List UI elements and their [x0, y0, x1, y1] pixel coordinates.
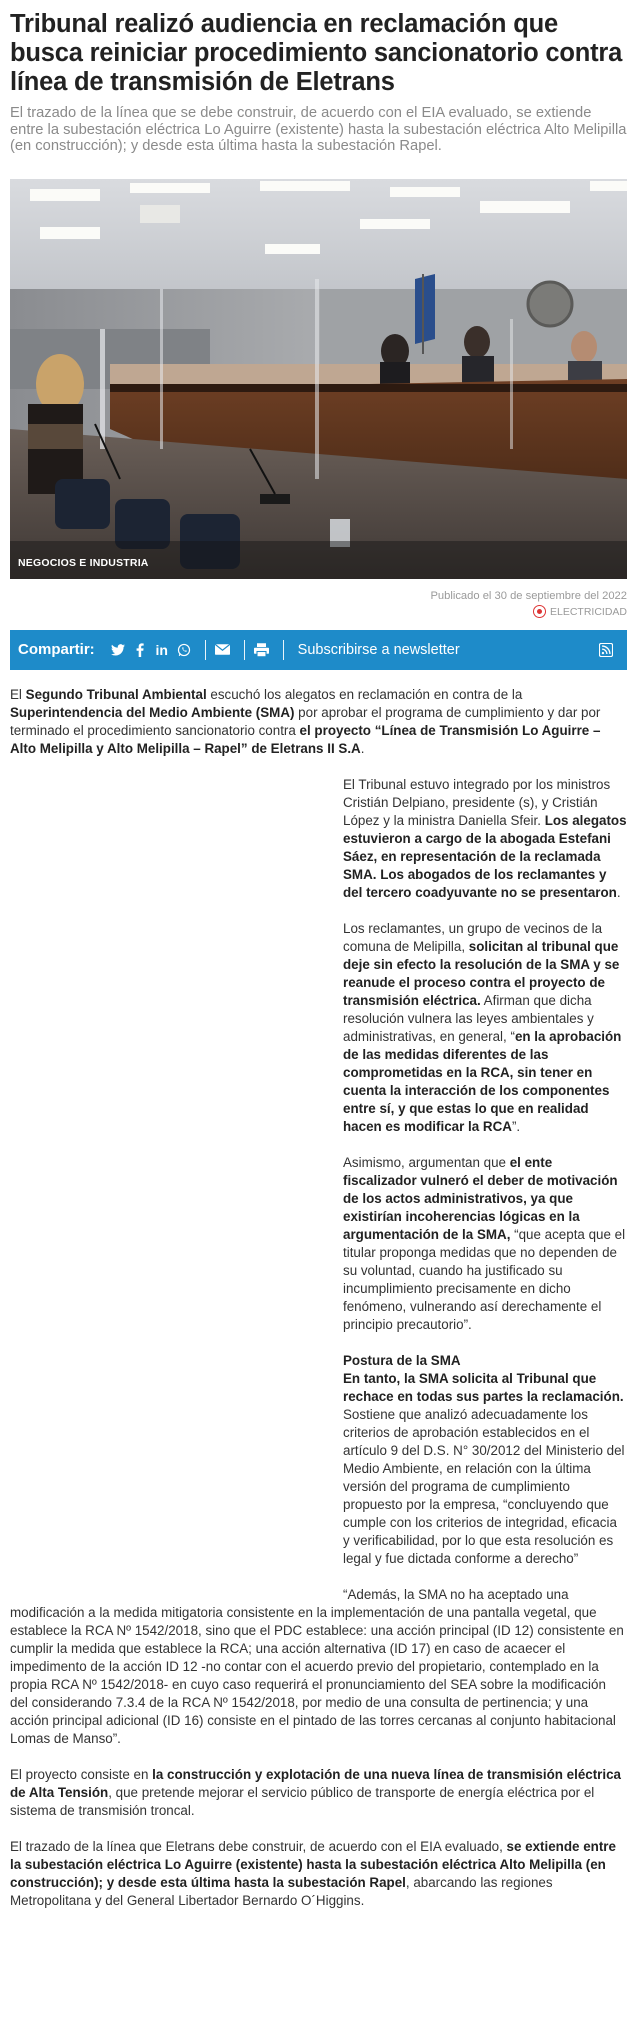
article-body — [10, 686, 627, 1910]
share-divider — [205, 640, 206, 660]
linkedin-icon[interactable]: in — [155, 641, 168, 658]
category-text[interactable]: ELECTRICIDAD — [549, 605, 627, 618]
electricity-icon — [533, 605, 546, 618]
section-heading: Postura de la SMA — [343, 1352, 461, 1368]
paragraph-argumentos: Asimismo, argumentan que el ente fiscalizador vulneró el deber de motivación de los actos administrativos, ya que existirían incoherencias lógicas en la argumentación de la SMA, “que acepta que el titular proponga medidas que no dependen de su voluntad, cuando ha justificado su incumplimiento precisamente en dicho fenómeno, vulnerando así derechamente el principio precautorio”. — [343, 1154, 626, 1332]
facebook-icon[interactable] — [131, 641, 149, 659]
paragraph-proyecto: El proyecto consiste en la construcción y explotación de una nueva línea de transmisión eléctrica de Alta Tensión, que pretende mejorar el servicio público de transporte de energía eléctrica por el sistema de transmisión troncal. — [10, 1766, 621, 1818]
article-title: Tribunal realizó audiencia en reclamación que busca reiniciar procedimiento sancionatorio contra línea de transmisión de Eletrans — [10, 10, 623, 96]
email-icon[interactable] — [214, 641, 232, 659]
hero-image — [10, 179, 627, 579]
published-date: Publicado el 30 de septiembre del 2022 — [430, 589, 627, 602]
paragraph-trazado: El trazado de la línea que Eletrans debe construir, de acuerdo con el EIA evaluado, se extiende entre la subestación eléctrica Lo Aguirre (existente) hasta la subestación eléctrica Alto Melipilla (en construcción); y desde esta última hasta la subestación Rapel, abarcando las regiones Metropolitana y del General Libertador Bernardo O´Higgins. — [10, 1838, 616, 1908]
twitter-icon[interactable] — [109, 641, 127, 659]
right-column — [343, 776, 627, 1568]
whatsapp-icon[interactable] — [175, 641, 193, 659]
courtroom-photo — [10, 179, 627, 579]
share-label: Compartir: — [18, 640, 95, 658]
share-divider — [283, 640, 284, 660]
newsletter-link[interactable]: Subscribirse a newsletter — [297, 641, 460, 658]
print-icon[interactable] — [253, 641, 271, 659]
category-label[interactable] — [10, 605, 627, 619]
rss-icon[interactable] — [597, 641, 615, 659]
share-divider — [244, 640, 245, 660]
paragraph-intro: El Segundo Tribunal Ambiental escuchó los alegatos en reclamación en contra de la Superintendencia del Medio Ambiente (SMA) por aprobar el programa de cumplimiento y dar por terminado el procedimiento sancionatorio contra el proyecto “Línea de Transmisión Lo Aguirre – Alto Melipilla y Alto Melipilla – Rapel” de Eletrans II S.A. — [10, 686, 601, 756]
paragraph-medida: “Además, la SMA no ha aceptado una modificación a la medida mitigatoria consistente en la implementación de una pantalla vegetal, que establece la RCA Nº 1542/2018, sino que el PDC establece: una acción principal (ID 12) consistente en cumplir la medida que establece la RCA; una acción alternativa (ID 17) en caso de acaecer el impedimento de la acción ID 12 -no contar con el acuerdo previo del propietario, contemplado en la propia RCA Nº 1542/2018- en cuyo caso requerirá el pronunciamiento del SEA sobre la modificación del considerando 7.3.4 de la RCA Nº 1542/2018, por medio de una consulta de pertinencia; y una acción principal adicional (ID 16) consiste en el pintado de las torres cercanas al conjunto habitacional Lomas de Manso”. — [10, 1586, 624, 1746]
article-lede: El trazado de la línea que se debe construir, de acuerdo con el EIA evaluado, se extiende entre la subestación eléctrica Lo Aguirre (existente) hasta la subestación eléctrica Alto Melipilla (en construcción); y desde esta última hasta la subestación Rapel. — [10, 105, 627, 154]
share-bar — [10, 630, 627, 670]
paragraph-reclamantes: Los reclamantes, un grupo de vecinos de la comuna de Melipilla, solicitan al tribunal que deje sin efecto la resolución de la SMA y se reanude el proceso contra el proyecto de transmisión eléctrica. Afirman que dicha resolución vulnera las leyes ambientales y administrativas, en general, “en la aprobación de las medidas diferentes de las comprometidas en la RCA, sin tener en cuenta la interacción de los componentes entre sí, y que estas lo que en realidad hacen es modificar la RCA”. — [343, 920, 622, 1134]
image-category-tag[interactable]: NEGOCIOS E INDUSTRIA — [10, 541, 627, 579]
paragraph-tribunal: El Tribunal estuvo integrado por los ministros Cristián Delpiano, presidente (s), y Cristián López y la ministra Daniella Sfeir. Los alegatos estuvieron a cargo de la abogada Estefani Sáez, en representación de la reclamada SMA. Los abogados de los reclamantes y del tercero coadyuvante no se presentaron. — [343, 776, 627, 900]
paragraph-sma: Postura de la SMA En tanto, la SMA solicita al Tribunal que rechace en todas sus partes la reclamación. Sostiene que analizó adecuadamente los criterios de aprobación establecidos en el artículo 9 del D.S. N° 30/2012 del Ministerio del Medio Ambiente, en relación con la última versión del programa de cumplimiento propuesto por la empresa, “concluyendo que cumple con los criterios de integridad, eficacia y verificabilidad, por lo que esta resolución es legal y fue dictada conforme a derecho” — [343, 1352, 625, 1566]
